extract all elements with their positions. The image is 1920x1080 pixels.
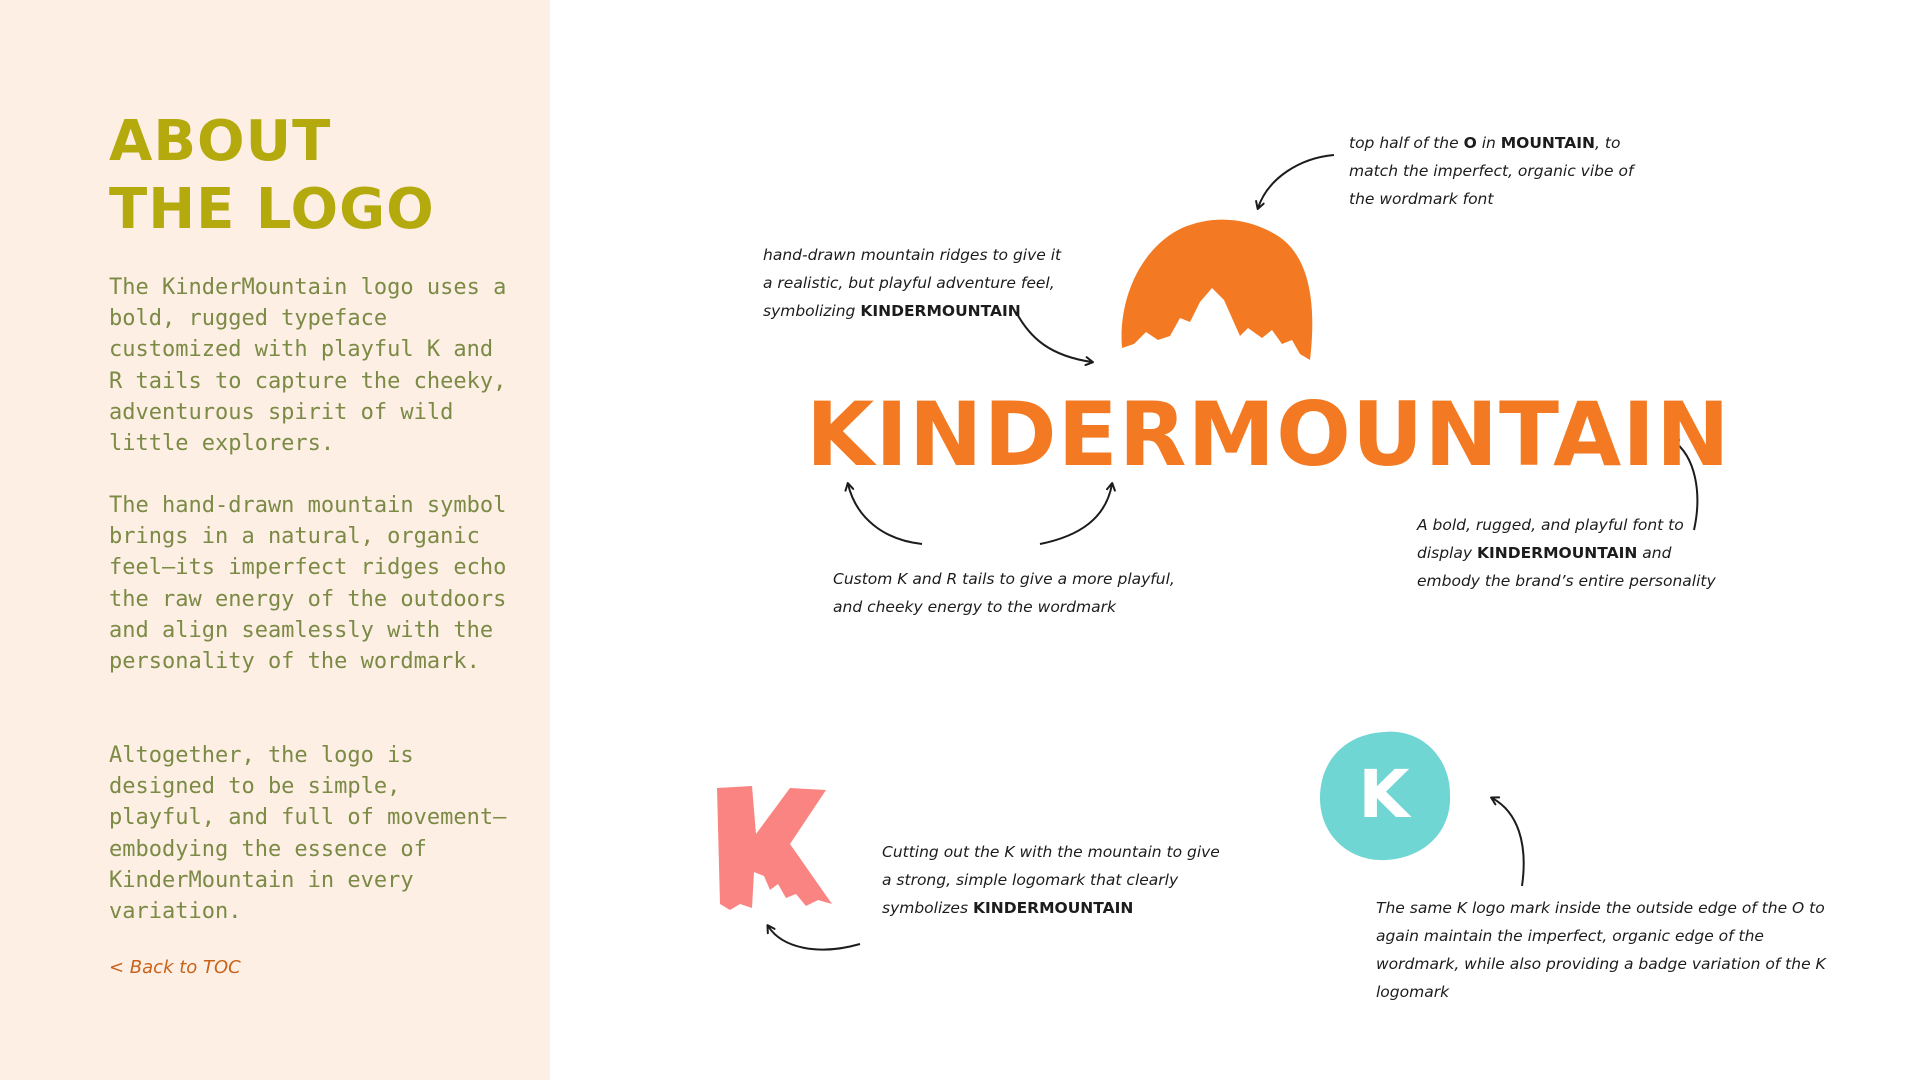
arrow-r-tail xyxy=(1040,484,1112,544)
title-line-2: THE LOGO xyxy=(109,177,435,242)
annotation-top-half: top half of the O in MOUNTAIN, to match the imperfect, organic vibe of the wordmark font xyxy=(1349,134,1634,208)
arrow-top-half xyxy=(1258,155,1334,208)
kindermountain-wordmark: KINDERMOUNTAIN xyxy=(806,383,1731,486)
k-logomark xyxy=(717,786,832,910)
annotation-ridges: hand-drawn mountain ridges to give it a realistic, but playful adventure feel, symbolizing KINDERMOUNTAIN xyxy=(763,246,1062,320)
annotation-badge: The same K logo mark inside the outside edge of the O to again maintain the imperfect, organic edge of the wordmark, while also providing a badge variation of the K logomark xyxy=(1376,899,1826,1001)
title-line-1: ABOUT xyxy=(109,109,332,174)
annotation-tails: Custom K and R tails to give a more playful, and cheeky energy to the wordmark xyxy=(833,570,1175,616)
arrow-cutout xyxy=(768,926,860,950)
intro-paragraph: The KinderMountain logo uses a bold, rugged typeface customized with playful K and R tails to capture the cheeky, adventurous spirit of wild little explorers. xyxy=(109,275,507,457)
k-badge-letter: K xyxy=(1358,755,1410,833)
back-to-toc-link[interactable]: < Back to TOC xyxy=(109,957,241,978)
annotation-cutout: Cutting out the K with the mountain to give a strong, simple logomark that clearly symbolizes KINDERMOUNTAIN xyxy=(882,843,1220,917)
annotation-font: A bold, rugged, and playful font to display KINDERMOUNTAIN and embody the brand’s entire personality xyxy=(1417,516,1716,590)
arrow-badge xyxy=(1492,798,1524,886)
mountain-symbol xyxy=(1122,220,1313,360)
arrow-k-tail xyxy=(848,484,922,544)
summary-paragraph: Altogether, the logo is designed to be simple, playful, and full of movement—embodying the essence of KinderMountain in every variation. xyxy=(109,743,507,925)
mountain-paragraph: The hand-drawn mountain symbol brings in a natural, organic feel—its imperfect ridges echo the raw energy of the outdoors and align seamlessly with the personality of the wordmark. xyxy=(109,493,507,675)
